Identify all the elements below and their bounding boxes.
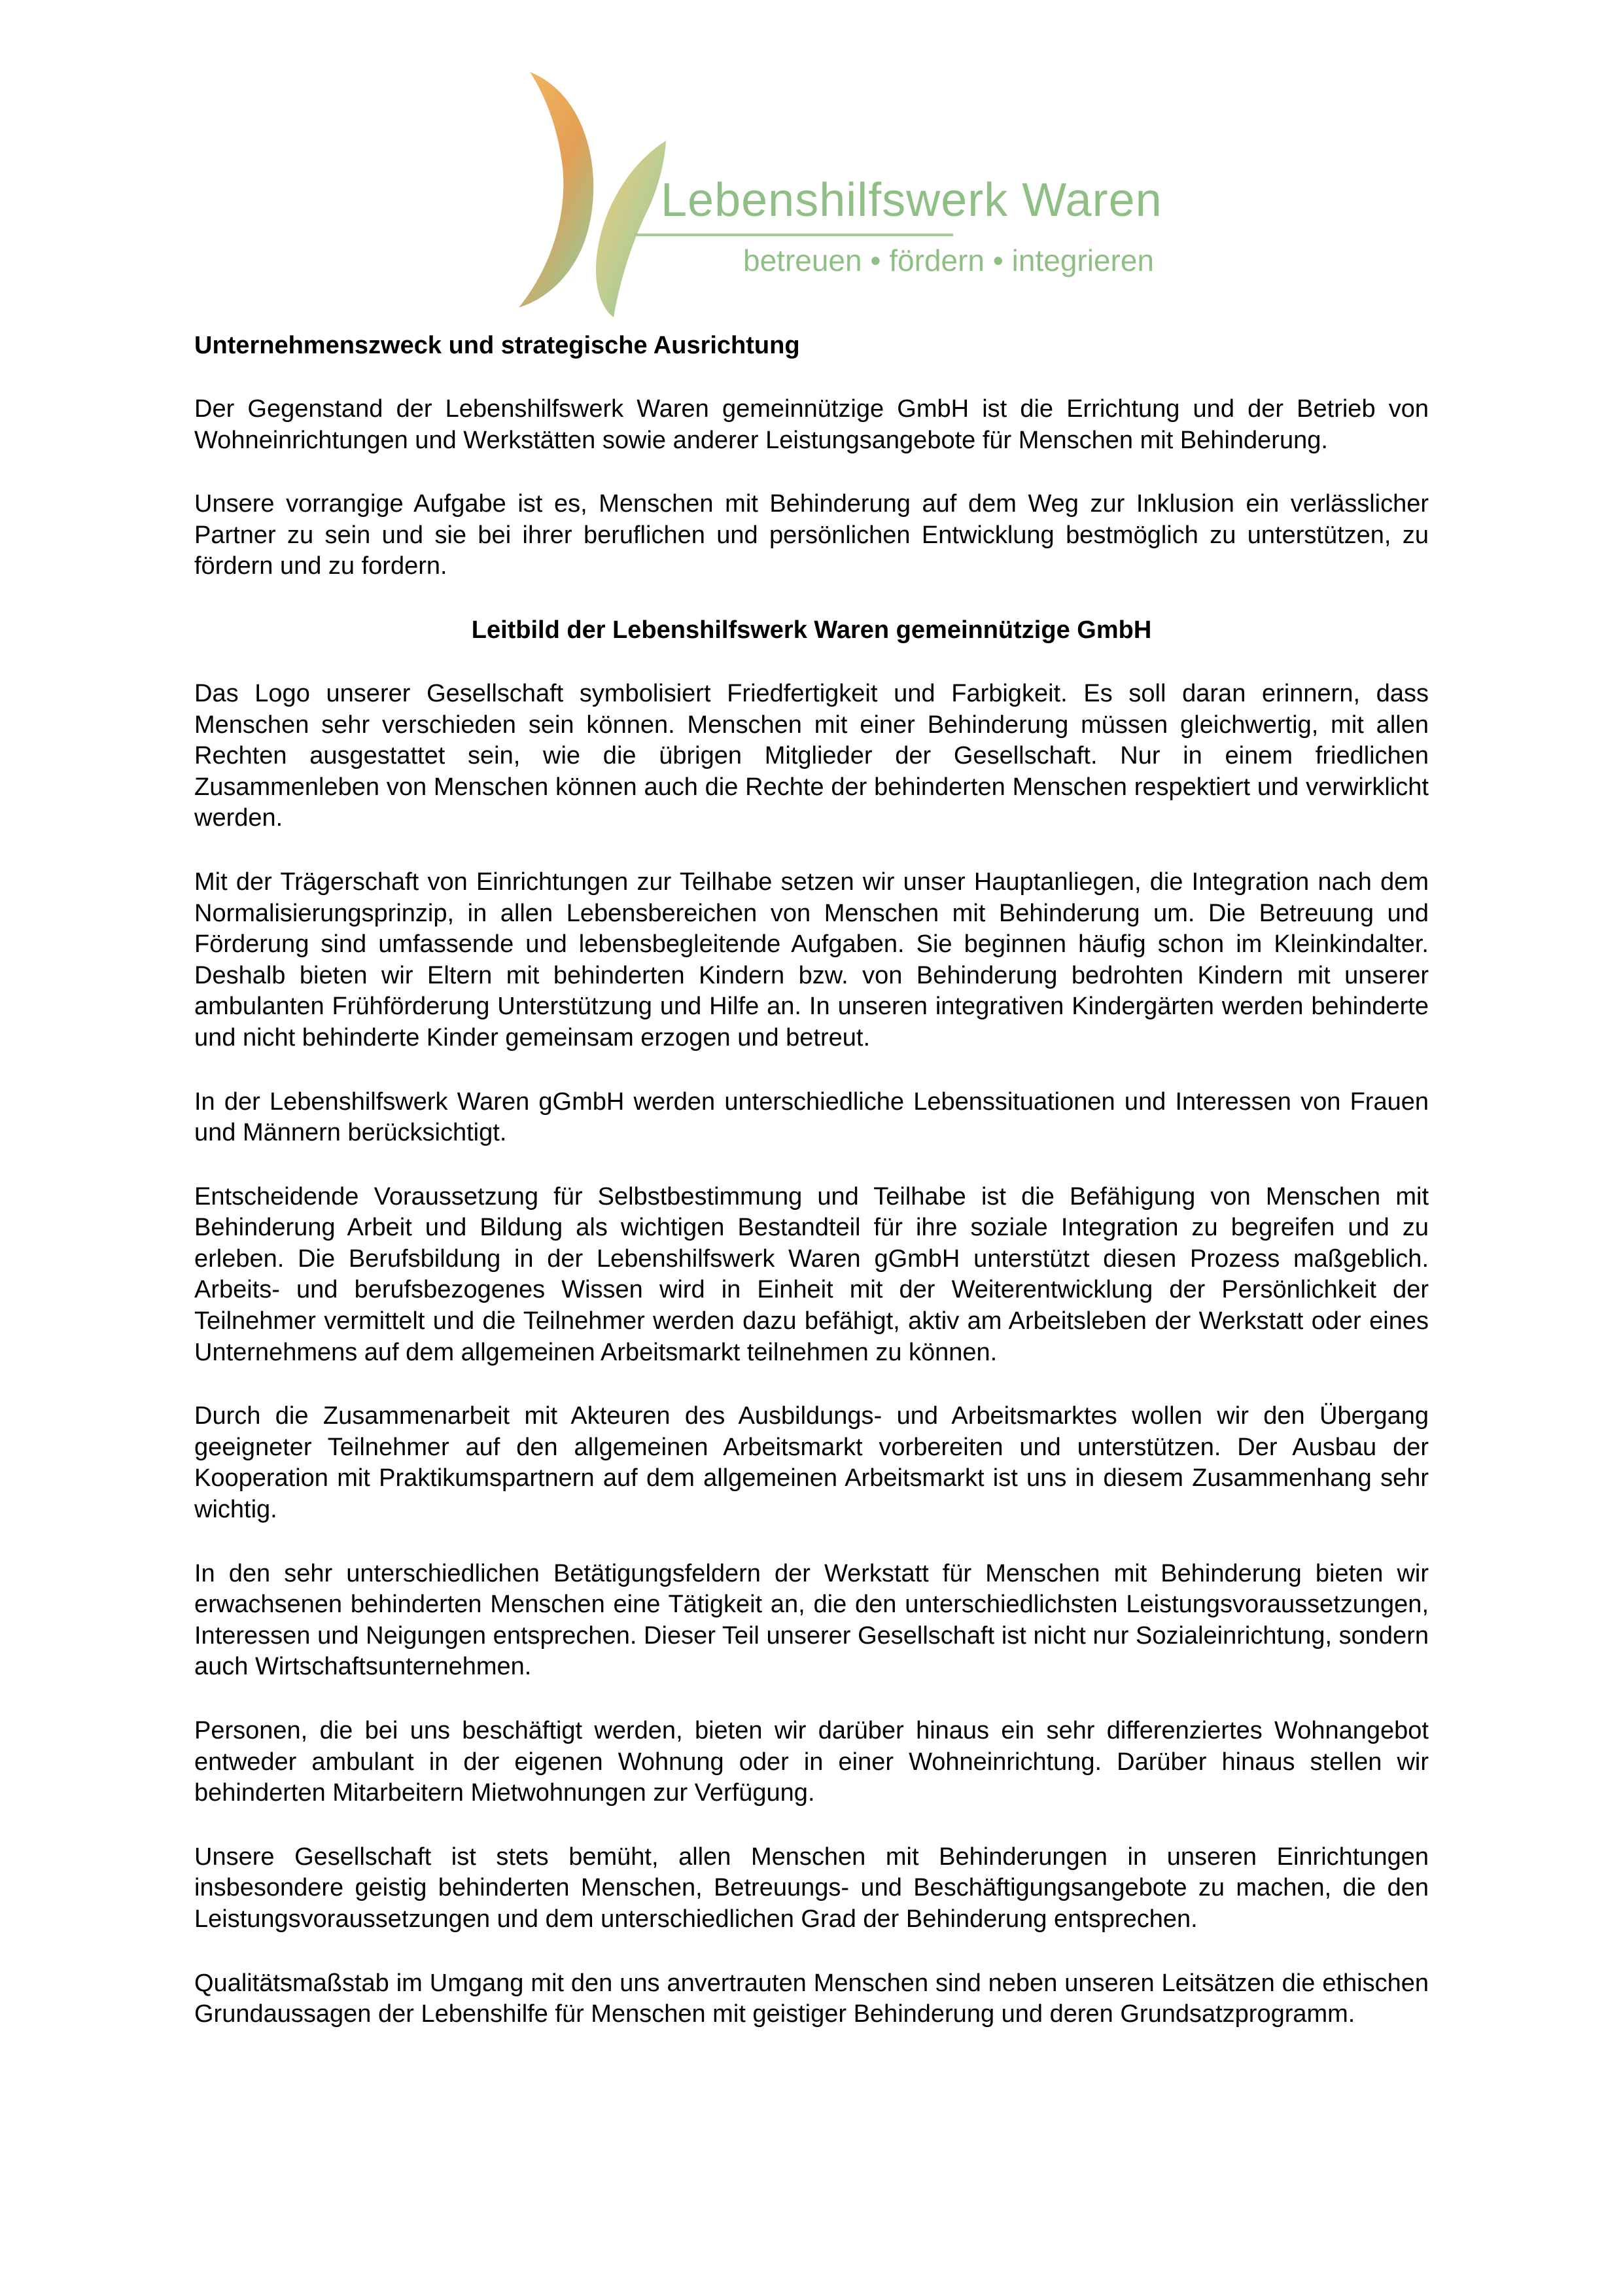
section-heading: Unternehmenszweck und strategische Ausrichtung: [194, 332, 800, 359]
paragraph: Qualitätsmaßstab im Umgang mit den uns anvertrauten Menschen sind neben unseren Leitsätzen die ethischen Grundaussagen der Lebenshilfe für Menschen mit geistiger Behinderung und deren Grundsatzprogramm.: [194, 1969, 1429, 2028]
company-logo: [489, 56, 1162, 330]
paragraph: Unsere vorrangige Aufgabe ist es, Menschen mit Behinderung auf dem Weg zur Inklusion ein verlässlicher Partner zu sein und sie bei ihrer beruflichen und persönlichen Entwicklung bestmöglich zu unterstützen, zu fördern und zu fordern.: [194, 490, 1429, 580]
paragraph: In der Lebenshilfswerk Waren gGmbH werden unterschiedliche Lebenssituationen und Interessen von Frauen und Männern berücksichtigt.: [194, 1087, 1429, 1147]
paragraph: Personen, die bei uns beschäftigt werden, bieten wir darüber hinaus ein sehr differenziertes Wohnangebot entweder ambulant in der eigenen Wohnung oder in einer Wohneinrichtung. Darüber hinaus stellen wir behinderten Mitarbeitern Mietwohnungen zur Verfügung.: [194, 1717, 1429, 1807]
paragraph: Durch die Zusammenarbeit mit Akteuren des Ausbildungs- und Arbeitsmarktes wollen wir den Übergang geeigneter Teilnehmer auf den allgemeinen Arbeitsmarkt vorbereiten und unterstützen. Der Ausbau der Kooperation mit Praktikumspartnern auf dem allgemeinen Arbeitsmarkt ist uns in diesem Zusammenhang sehr wichtig.: [194, 1402, 1429, 1524]
logo-underline: [635, 234, 953, 236]
paragraph: Das Logo unserer Gesellschaft symbolisiert Friedfertigkeit und Farbigkeit. Es soll daran erinnern, dass Menschen sehr verschieden sein können. Menschen mit einer Behinderung müssen gleichwertig, mit allen Rechten ausgestattet sein, wie die übrigen Mitglieder der Gesellschaft. Nur in einem friedlichen Zusammenleben von Menschen können auch die Rechte der behinderten Menschen respektiert und verwirklicht werden.: [194, 679, 1429, 832]
logo-tagline: betreuen • fördern • integrieren: [743, 243, 1155, 277]
mission-heading: Leitbild der Lebenshilfswerk Waren gemeinnützige GmbH: [471, 616, 1152, 644]
butterfly-logo-icon: [489, 56, 672, 324]
paragraph: Unsere Gesellschaft ist stets bemüht, allen Menschen mit Behinderungen in unseren Einrichtungen insbesondere geistig behinderten Menschen, Betreuungs- und Beschäftigungsangebote zu machen, die den Leistungsvoraussetzungen und dem unterschiedlichen Grad der Behinderung entsprechen.: [194, 1843, 1429, 1933]
paragraph: Mit der Trägerschaft von Einrichtungen zur Teilhabe setzen wir unser Hauptanliegen, die Integration nach dem Normalisierungsprinzip, in allen Lebensbereichen von Menschen mit Behinderung um. Die Betreuung und Förderung sind umfassende und lebensbegleitende Aufgaben. Sie beginnen häufig schon im Kleinkindalter. Deshalb bieten wir Eltern mit behinderten Kindern bzw. von Behinderung bedrohten Kindern mit unserer ambulanten Frühförderung Unterstützung und Hilfe an. In unseren integrativen Kindergärten werden behinderte und nicht behinderte Kinder gemeinsam erzogen und betreut.: [194, 868, 1429, 1051]
paragraph: Der Gegenstand der Lebenshilfswerk Waren gemeinnützige GmbH ist die Errichtung und der Betrieb von Wohneinrichtungen und Werkstätten sowie anderer Leistungsangebote für Menschen mit Behinderung.: [194, 395, 1429, 454]
document-body: [194, 330, 1429, 2063]
paragraph: In den sehr unterschiedlichen Betätigungsfeldern der Werkstatt für Menschen mit Behinderung bieten wir erwachsenen behinderten Menschen eine Tätigkeit an, die den unterschiedlichsten Leistungsvoraussetzungen, Interessen und Neigungen entsprechen. Dieser Teil unserer Gesellschaft ist nicht nur Sozialeinrichtung, sondern auch Wirtschaftsunternehmen.: [194, 1559, 1429, 1681]
logo-name: Lebenshilfswerk Waren: [661, 174, 1162, 226]
paragraph: Entscheidende Voraussetzung für Selbstbestimmung und Teilhabe ist die Befähigung von Menschen mit Behinderung Arbeit und Bildung als wichtigen Bestandteil für ihre soziale Integration zu begreifen und zu erleben. Die Berufsbildung in der Lebenshilfswerk Waren gGmbH unterstützt diesen Prozess maßgeblich. Arbeits- und berufsbezogenes Wissen wird in Einheit mit der Weiterentwicklung der Persönlichkeit der Teilnehmer vermittelt und die Teilnehmer werden dazu befähigt, aktiv am Arbeitsleben der Werkstatt oder eines Unternehmens auf dem allgemeinen Arbeitsmarkt teilnehmen zu können.: [194, 1182, 1429, 1366]
